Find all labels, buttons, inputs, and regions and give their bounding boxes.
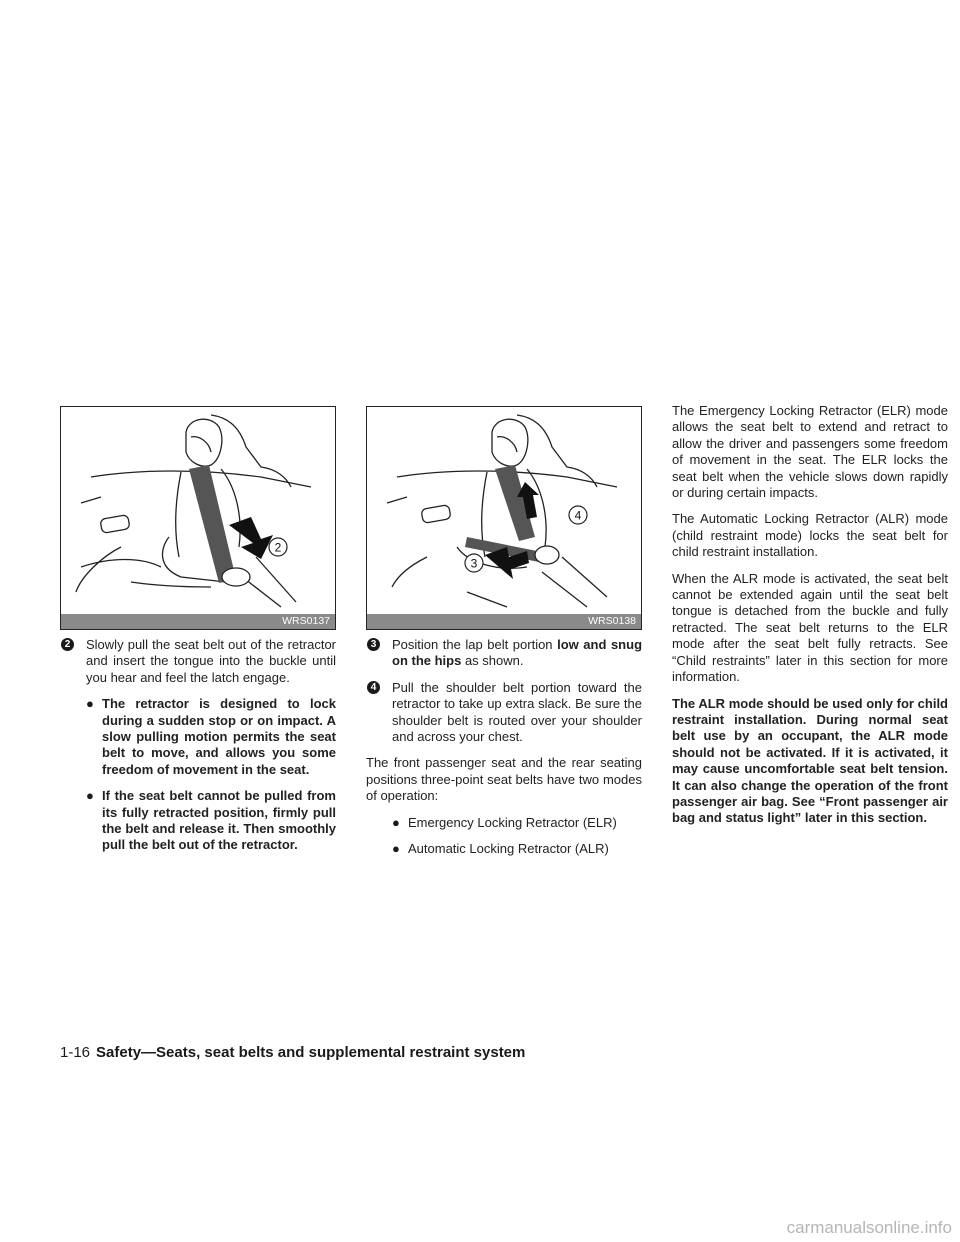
warning-paragraph: The ALR mode should be used only for child restraint installation. During normal seat belt use by an occupant, the ALR mode should not be activated. If it is activated, it may cause uncomfortable seat belt tension. It can also change the operation of the front passenger air bag. See “Front passenger air bag and status light” later in this section. <box>672 695 948 826</box>
step-number-badge: 3 <box>367 638 380 651</box>
callout-3-label: 3 <box>470 556 478 571</box>
step-text: Slowly pull the seat belt out of the retractor and insert the tongue into the buckle until you hear and feel the latch engage. <box>86 637 336 685</box>
paragraph: When the ALR mode is activated, the seat belt cannot be extended again until the seat belt tongue is detached from the buckle and fully retracted. The seat belt returns to the ELR mode after the seat belt fully retracts. See “Child restraints” later in this section for more information. <box>672 570 948 685</box>
bullet-item <box>366 815 642 831</box>
figure-caption: WRS0138 <box>367 614 641 629</box>
paragraph: The Emergency Locking Retractor (ELR) mode allows the seat belt to extend and retract to allow the driver and passengers some freedom of movement in the seat. The ELR locks the seat belt when the vehicle slows down rapidly or during certain impacts. <box>672 403 948 501</box>
page-footer <box>60 1044 525 1061</box>
step-text: Pull the shoulder belt portion toward the retractor to take up extra slack. Be sure the shoulder belt is routed over your shoulder and across your chest. <box>392 679 642 745</box>
step-text-b: as shown. <box>461 653 524 669</box>
step-3 <box>366 637 642 670</box>
bullet-dot-icon: ● <box>86 788 94 804</box>
bullet-item <box>366 841 642 857</box>
section-title: Safety—Seats, seat belts and supplemental restraint system <box>96 1044 526 1061</box>
page-number: 1-16 <box>60 1044 91 1061</box>
figure-caption: WRS0137 <box>61 614 335 629</box>
bullet-text: Emergency Locking Retractor (ELR) <box>408 814 617 830</box>
seatbelt-illustration-1 <box>61 407 336 630</box>
figure-seatbelt-pull <box>60 406 336 630</box>
column-3 <box>672 403 948 837</box>
watermark: carmanualsonline.info <box>786 1218 952 1237</box>
step-number-badge: 4 <box>367 681 380 694</box>
step-4 <box>366 680 642 746</box>
bullet-dot-icon: ● <box>86 696 94 712</box>
bullet-item <box>60 788 336 854</box>
bullet-text: The retractor is designed to lock during a sudden stop or on impact. A slow pulling motion permits the seat belt to move, and allows you some freedom of movement in the seat. <box>102 696 336 777</box>
step-text-a: Position the lap belt portion <box>392 637 558 652</box>
bullet-text: Automatic Locking Retractor (ALR) <box>408 841 609 857</box>
seatbelt-illustration-2 <box>367 407 642 630</box>
step-text-bold: low and snug on the hips <box>392 637 643 669</box>
bullet-dot-icon: ● <box>392 841 400 857</box>
step-2 <box>60 637 336 686</box>
paragraph: The Automatic Locking Retractor (ALR) mode (child restraint mode) locks the seat belt for child restraint installation. <box>672 511 948 560</box>
figure-seatbelt-adjust <box>366 406 642 630</box>
bullet-item <box>60 696 336 778</box>
step-number-badge: 2 <box>61 638 74 651</box>
paragraph: The front passenger seat and the rear seating positions three-point seat belts have two modes of operation: <box>366 755 642 804</box>
bullet-text: If the seat belt cannot be pulled from its fully retracted position, firmly pull the belt and release it. Then smoothly pull the belt out of the retractor. <box>102 788 336 853</box>
callout-4-label: 4 <box>574 508 582 523</box>
column-2 <box>366 637 642 867</box>
column-1 <box>60 637 336 864</box>
bullet-dot-icon: ● <box>392 814 400 830</box>
callout-2-label: 2 <box>274 540 282 555</box>
